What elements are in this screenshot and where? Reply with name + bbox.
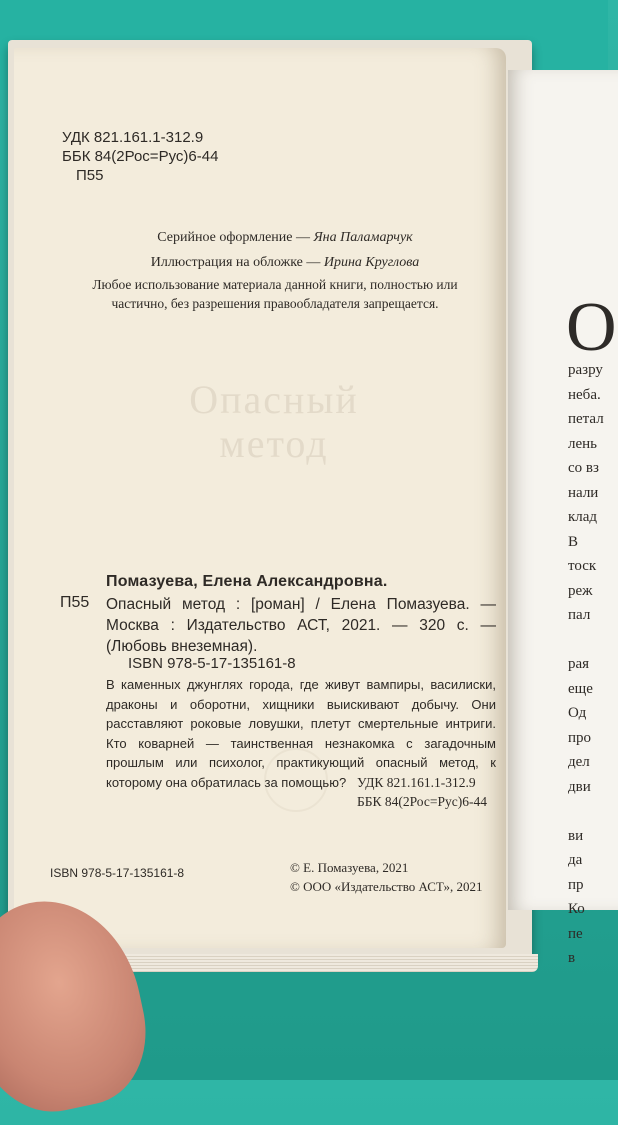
catalog-code: П55 <box>60 594 90 611</box>
cover-illustration-label: Иллюстрация на обложке — <box>150 255 324 270</box>
udk-line: УДК 821.161.1-312.9 <box>357 775 476 790</box>
right-page-line: Од <box>568 705 587 721</box>
right-page-line: пал <box>568 607 591 623</box>
udk-block-top <box>62 128 218 185</box>
cover-illustration-credit <box>115 250 455 275</box>
cover-illustration-name: Ирина Круглова <box>323 255 420 270</box>
right-page-line: да <box>568 852 583 868</box>
series-design-credit <box>115 225 455 250</box>
right-page-line: В <box>568 533 579 550</box>
catalog-author: Помазуева, Елена Александровна. <box>106 573 388 590</box>
right-page-line: клад <box>568 509 598 525</box>
copyright-publisher: © ООО «Издательство АСТ», 2021 <box>290 879 483 894</box>
right-page <box>508 70 618 966</box>
right-page-line: нали <box>568 484 599 501</box>
bbk-line: ББК 84(2Рос=Рус)6-44 <box>62 148 219 165</box>
bleed-through-title: Опасный метод <box>189 377 359 466</box>
right-page-line: разру <box>568 362 603 378</box>
right-page-line: еще <box>568 680 593 697</box>
copyright-author: © Е. Помазуева, 2021 <box>290 860 409 875</box>
copyright-block <box>290 858 483 896</box>
right-page-line <box>568 799 604 824</box>
drop-cap: О <box>566 289 617 366</box>
right-page-line: петал <box>568 411 604 427</box>
rights-notice: Любое использование материала данной книги, полностью или частично, без разрешения правообладателя запрещается. <box>92 277 458 311</box>
right-page-line: реж <box>568 582 593 599</box>
right-page-line: рая <box>568 656 590 672</box>
series-design-name: Яна Паламарчук <box>313 230 413 245</box>
author-sign: П55 <box>76 167 104 184</box>
udk-line: УДК 821.161.1-312.9 <box>62 129 204 146</box>
right-page-line: лень <box>568 435 598 452</box>
right-page-line: в <box>568 950 576 966</box>
right-page-line: дел <box>568 754 590 770</box>
footer-isbn: ISBN 978-5-17-135161-8 <box>50 866 185 880</box>
catalog-isbn: ISBN 978-5-17-135161-8 <box>128 655 296 672</box>
udk-block-bottom <box>357 773 487 811</box>
right-page-line: пр <box>568 876 584 893</box>
right-page-text <box>568 358 604 971</box>
book-annotation: В каменных джунглях города, где живут вампиры, василиски, драконы и оборотни, хищники выискивают добычу. Они расставляют роковые ловушки, плетут смертельные интриги. Кто коварней — таинственная незнакомка с загадочным прошлым или психолог, практикующий опасный метод, к которому она обратилась за помощью? <box>106 677 496 790</box>
catalog-description: Опасный метод : [роман] / Елена Помазуева. — Москва : Издательство АСТ, 2021. — 320 с. — (Любовь внеземная). <box>106 596 496 655</box>
right-page-line: дви <box>568 778 591 795</box>
design-credits <box>115 225 455 275</box>
series-design-label: Серийное оформление — <box>157 230 314 245</box>
bbk-line: ББК 84(2Рос=Рус)6-44 <box>357 794 487 809</box>
right-page-line: про <box>568 729 592 746</box>
right-page-line: пе <box>568 925 583 942</box>
right-page-line: Ко <box>568 901 585 917</box>
right-page-line: неба. <box>568 386 601 403</box>
right-page-line: со вз <box>568 460 599 476</box>
right-page-line: ви <box>568 827 584 844</box>
right-page-line: тоск <box>568 558 597 574</box>
right-page-line <box>568 628 604 653</box>
